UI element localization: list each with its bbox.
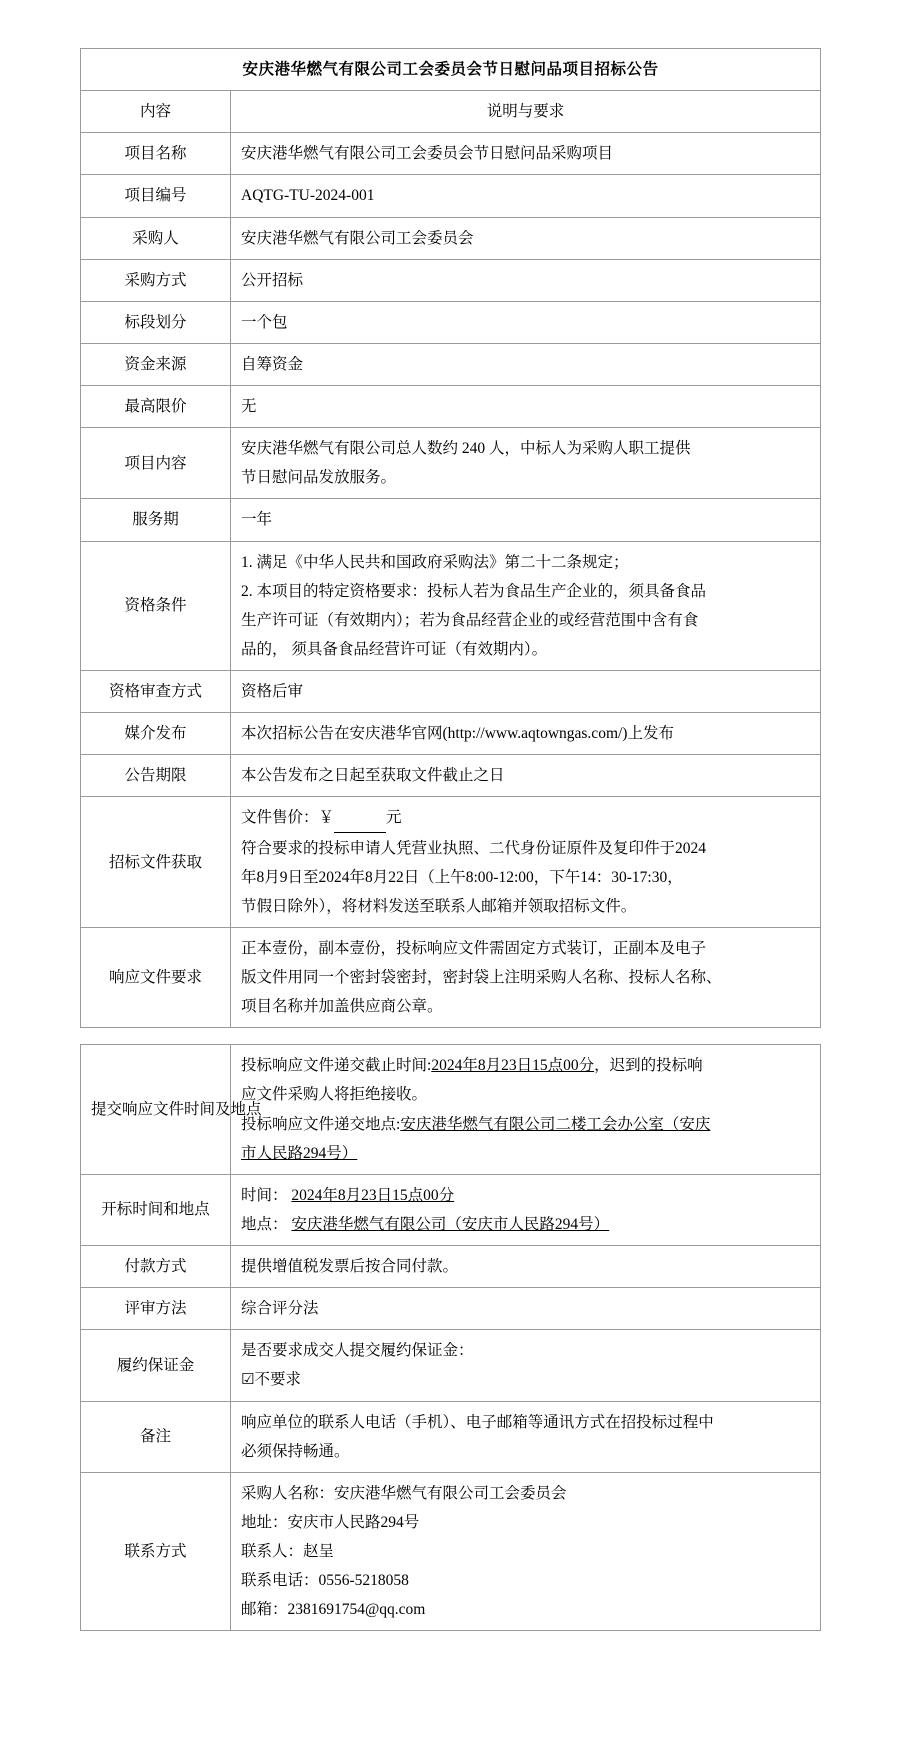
column-header-content: 内容 bbox=[81, 91, 231, 133]
row-label-service-period: 服务期 bbox=[81, 499, 231, 541]
bid-open-location-value: 安庆港华燃气有限公司（安庆市人民路294号） bbox=[291, 1215, 610, 1233]
remark-line-2: 必须保持畅通。 bbox=[241, 1442, 350, 1460]
bid-open-location-line bbox=[241, 1211, 810, 1238]
row-label-section-division: 标段划分 bbox=[81, 301, 231, 343]
table-row bbox=[81, 1472, 821, 1631]
submit-location-prefix: 投标响应文件递交地点: bbox=[241, 1115, 401, 1133]
column-header-description: 说明与要求 bbox=[231, 91, 821, 133]
row-label-contact: 联系方式 bbox=[81, 1472, 231, 1631]
row-label-media-release: 媒介发布 bbox=[81, 713, 231, 755]
table-row bbox=[81, 1330, 821, 1401]
submit-line-2: 应文件采购人将拒绝接收。 bbox=[241, 1086, 428, 1104]
row-value-section-division: 一个包 bbox=[231, 301, 821, 343]
row-value-project-number: AQTG-TU-2024-001 bbox=[231, 175, 821, 217]
remark-line-1: 响应单位的联系人电话（手机）、电子邮箱等通讯方式在招投标过程中 bbox=[241, 1413, 714, 1431]
row-value-project-name: 安庆港华燃气有限公司工会委员会节日慰问品采购项目 bbox=[231, 133, 821, 175]
row-value-submit bbox=[231, 1045, 821, 1175]
row-value-project-content bbox=[231, 428, 821, 499]
submit-deadline-value: 2024年8月23日15点00分 bbox=[431, 1057, 595, 1075]
contact-phone: 联系电话：0556-5218058 bbox=[241, 1572, 409, 1590]
contact-purchaser-name: 采购人名称：安庆港华燃气有限公司工会委员会 bbox=[241, 1484, 567, 1502]
row-label-project-number: 项目编号 bbox=[81, 175, 231, 217]
table-row bbox=[81, 1401, 821, 1472]
table-row bbox=[81, 217, 821, 259]
bid-open-time-prefix: 时间： bbox=[241, 1186, 288, 1204]
contact-email: 邮箱：2381691754@qq.com bbox=[241, 1601, 426, 1619]
row-value-service-period: 一年 bbox=[231, 499, 821, 541]
submit-deadline-suffix: ，迟到的投标响 bbox=[594, 1057, 703, 1075]
submit-deadline-prefix: 投标响应文件递交截止时间: bbox=[241, 1057, 432, 1075]
row-value-review-method: 资格后审 bbox=[231, 671, 821, 713]
row-value-purchaser: 安庆港华燃气有限公司工会委员会 bbox=[231, 217, 821, 259]
table-row bbox=[81, 1174, 821, 1245]
table-row bbox=[81, 428, 821, 499]
response-doc-line-3: 项目名称并加盖供应商公章。 bbox=[241, 998, 443, 1016]
row-value-purchase-method: 公开招标 bbox=[231, 259, 821, 301]
doc-acquire-line-4: 节假日除外），将材料发送至联系人邮箱并领取招标文件。 bbox=[241, 897, 637, 915]
performance-bond-answer: 不要求 bbox=[254, 1371, 301, 1389]
response-doc-line-1: 正本壹份，副本壹份，投标响应文件需固定方式装订，正副本及电子 bbox=[241, 939, 707, 957]
qualification-line-4: 品的， 须具备食品经营许可证（有效期内）。 bbox=[241, 640, 548, 658]
project-content-line-1: 安庆港华燃气有限公司总人数约 240 人，中标人为采购人职工提供 bbox=[241, 440, 691, 458]
row-value-performance-bond bbox=[231, 1330, 821, 1401]
row-value-doc-acquire bbox=[231, 797, 821, 928]
table-row bbox=[81, 755, 821, 797]
table-row bbox=[81, 541, 821, 671]
bid-open-time-line bbox=[241, 1182, 810, 1209]
row-label-project-content: 项目内容 bbox=[81, 428, 231, 499]
table-row-title bbox=[81, 49, 821, 91]
row-label-remark: 备注 bbox=[81, 1401, 231, 1472]
row-value-contact bbox=[231, 1472, 821, 1631]
announcement-table-bottom bbox=[80, 1044, 821, 1631]
table-row bbox=[81, 133, 821, 175]
submit-deadline-line bbox=[241, 1052, 810, 1079]
row-label-submit: 提交响应文件时间及地点 bbox=[81, 1045, 231, 1175]
row-value-funding-source: 自筹资金 bbox=[231, 343, 821, 385]
row-value-response-doc bbox=[231, 927, 821, 1027]
row-label-notice-period: 公告期限 bbox=[81, 755, 231, 797]
row-label-doc-acquire: 招标文件获取 bbox=[81, 797, 231, 928]
table-row bbox=[81, 927, 821, 1027]
qualification-line-1: 1. 满足《中华人民共和国政府采购法》第二十二条规定； bbox=[241, 553, 629, 571]
table-row bbox=[81, 671, 821, 713]
contact-person: 联系人：赵呈 bbox=[241, 1543, 335, 1560]
row-label-review-method: 资格审查方式 bbox=[81, 671, 231, 713]
doc-acquire-price-suffix: 元 bbox=[386, 809, 402, 827]
response-doc-line-2: 版文件用同一个密封袋密封，密封袋上注明采购人名称、投标人名称、 bbox=[241, 969, 722, 986]
row-label-payment: 付款方式 bbox=[81, 1246, 231, 1288]
table-gap bbox=[80, 1028, 820, 1044]
qualification-line-2: 2. 本项目的特定资格要求：投标人若为食品生产企业的，须具备食品 bbox=[241, 582, 707, 600]
submit-location-line bbox=[241, 1111, 810, 1138]
table-row bbox=[81, 1288, 821, 1330]
row-value-payment: 提供增值税发票后按合同付款。 bbox=[231, 1246, 821, 1288]
table-row bbox=[81, 713, 821, 755]
table-row bbox=[81, 797, 821, 928]
row-value-bid-open bbox=[231, 1174, 821, 1245]
performance-bond-question: 是否要求成交人提交履约保证金： bbox=[241, 1342, 474, 1360]
submit-location-line-2 bbox=[241, 1140, 810, 1167]
row-value-notice-period: 本公告发布之日起至获取文件截止之日 bbox=[231, 755, 821, 797]
row-value-max-price: 无 bbox=[231, 386, 821, 428]
project-content-line-2: 节日慰问品发放服务。 bbox=[241, 469, 397, 487]
doc-acquire-line-2: 符合要求的投标申请人凭营业执照、二代身份证原件及复印件于2024 bbox=[241, 839, 707, 857]
doc-acquire-price-prefix: 文件售价：￥ bbox=[241, 809, 335, 827]
row-label-max-price: 最高限价 bbox=[81, 386, 231, 428]
table-row bbox=[81, 499, 821, 541]
row-value-media-release: 本次招标公告在安庆港华官网(http://www.aqtowngas.com/)上发布 bbox=[231, 713, 821, 755]
table-row bbox=[81, 386, 821, 428]
row-value-evaluation: 综合评分法 bbox=[231, 1288, 821, 1330]
contact-address: 地址：安庆市人民路294号 bbox=[241, 1513, 420, 1531]
doc-acquire-price-blank bbox=[334, 804, 386, 832]
row-label-response-doc: 响应文件要求 bbox=[81, 927, 231, 1027]
bid-open-location-prefix: 地点： bbox=[241, 1215, 288, 1233]
row-value-qualification bbox=[231, 541, 821, 671]
table-row bbox=[81, 301, 821, 343]
bid-open-time-value: 2024年8月23日15点00分 bbox=[291, 1186, 455, 1204]
table-row bbox=[81, 1246, 821, 1288]
table-row-header bbox=[81, 91, 821, 133]
doc-acquire-line-3: 年8月9日至2024年8月22日（上午8:00-12:00，下午14：30-17:30， bbox=[241, 868, 683, 886]
row-label-evaluation: 评审方法 bbox=[81, 1288, 231, 1330]
row-value-remark bbox=[231, 1401, 821, 1472]
table-row bbox=[81, 343, 821, 385]
checkbox-checked-icon[interactable]: ☑ bbox=[241, 1370, 255, 1389]
submit-location-value: 安庆港华燃气有限公司二楼工会办公室（安庆 bbox=[400, 1115, 711, 1133]
announcement-table-top bbox=[80, 48, 821, 1028]
qualification-line-3: 生产许可证（有效期内）；若为食品经营企业的或经营范围中含有食 bbox=[241, 611, 699, 629]
performance-bond-answer-line bbox=[241, 1366, 810, 1393]
table-row bbox=[81, 259, 821, 301]
row-label-bid-open: 开标时间和地点 bbox=[81, 1174, 231, 1245]
row-label-funding-source: 资金来源 bbox=[81, 343, 231, 385]
submit-location-value-cont: 市人民路294号） bbox=[241, 1144, 358, 1162]
table-row bbox=[81, 1045, 821, 1175]
row-label-qualification: 资格条件 bbox=[81, 541, 231, 671]
doc-acquire-price-line bbox=[241, 804, 810, 832]
row-label-project-name: 项目名称 bbox=[81, 133, 231, 175]
row-label-performance-bond: 履约保证金 bbox=[81, 1330, 231, 1401]
page-title: 安庆港华燃气有限公司工会委员会节日慰问品项目招标公告 bbox=[81, 49, 821, 91]
table-row bbox=[81, 175, 821, 217]
row-label-purchase-method: 采购方式 bbox=[81, 259, 231, 301]
row-label-purchaser: 采购人 bbox=[81, 217, 231, 259]
